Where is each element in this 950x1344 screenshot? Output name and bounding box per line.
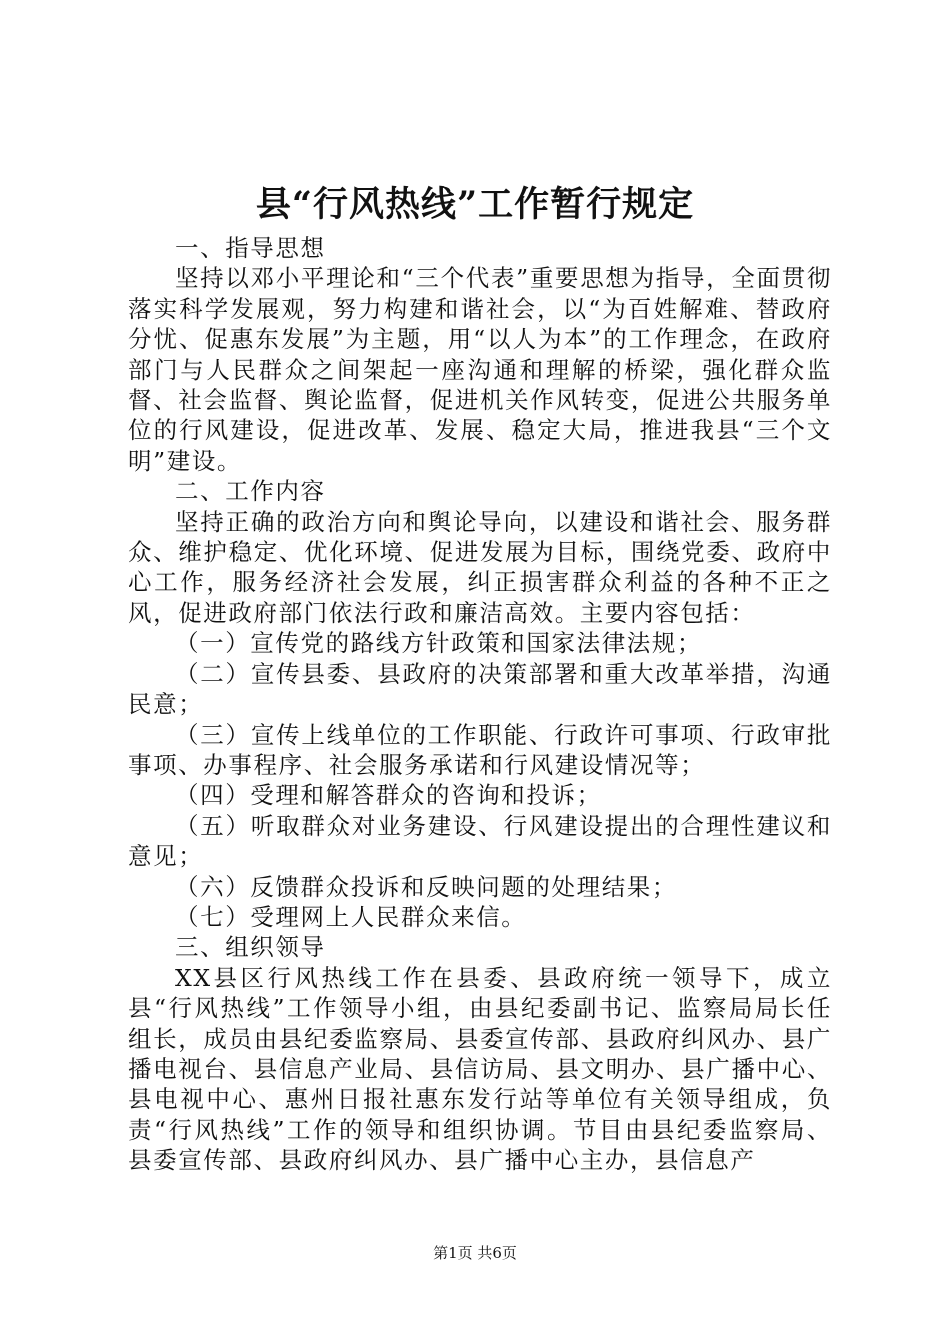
document-title: 县“行风热线”工作暂行规定 xyxy=(255,184,695,225)
page-footer: 第1页 共6页 xyxy=(433,1244,517,1262)
paragraph: 坚持以邓小平理论和“三个代表”重要思想为指导，全面贯彻落实科学发展观，努力构建和谐社会，以“为百姓解难、替政府分忧、促惠东发展”为主题，用“以人为本”的工作理念，在政府部门与人民群众之间架起一座沟通和理解的桥梁，强化群众监督、社会监督、舆论监督，促进机关作风转变，促进公共服务单位的行风建设，促进改革、发展、稳定大局，推进我县“三个文明”建设。 xyxy=(128,264,832,475)
list-item: （二）宣传县委、县政府的决策部署和重大改革举措，沟通民意； xyxy=(128,659,832,719)
section-heading-guiding-ideology: 一、指导思想 xyxy=(175,234,326,262)
document-body xyxy=(128,233,832,1176)
section-heading-work-content: 二、工作内容 xyxy=(175,477,326,506)
list-item: （四）受理和解答群众的咨询和投诉； xyxy=(175,781,602,810)
paragraph: 坚持正确的政治方向和舆论导向，以建设和谐社会、服务群众、维护稳定、优化环境、促进发展为目标，围绕党委、政府中心工作，服务经济社会发展，纠正损害群众利益的各种不正之风，促进政府部门依法行政和廉洁高效。主要内容包括： xyxy=(128,507,832,627)
list-item: （六）反馈群众投诉和反映问题的处理结果； xyxy=(175,872,677,901)
list-item: （七）受理网上人民群众来信。 xyxy=(175,902,527,931)
list-item: （一）宣传党的路线方针政策和国家法律法规； xyxy=(175,629,703,658)
list-item: （五）听取群众对业务建设、行风建设提出的合理性建议和意见； xyxy=(128,811,832,871)
section-heading-organization: 三、组织领导 xyxy=(175,933,326,962)
paragraph: XX县区行风热线工作在县委、县政府统一领导下，成立县“行风热线”工作领导小组，由县纪委副书记、监察局局长任组长，成员由县纪委监察局、县委宣传部、县政府纠风办、县广播电视台、县信息产业局、县信访局、县文明办、县广播中心、县电视中心、惠州日报社惠东发行站等单位有关领导组成，负责“行风热线”工作的领导和组织协调。节目由县纪委监察局、县委宣传部、县政府纠风办、县广播中心主办，县信息产 xyxy=(128,963,832,1175)
list-item: （三）宣传上线单位的工作职能、行政许可事项、行政审批事项、办事程序、社会服务承诺和行风建设情况等； xyxy=(128,720,832,779)
